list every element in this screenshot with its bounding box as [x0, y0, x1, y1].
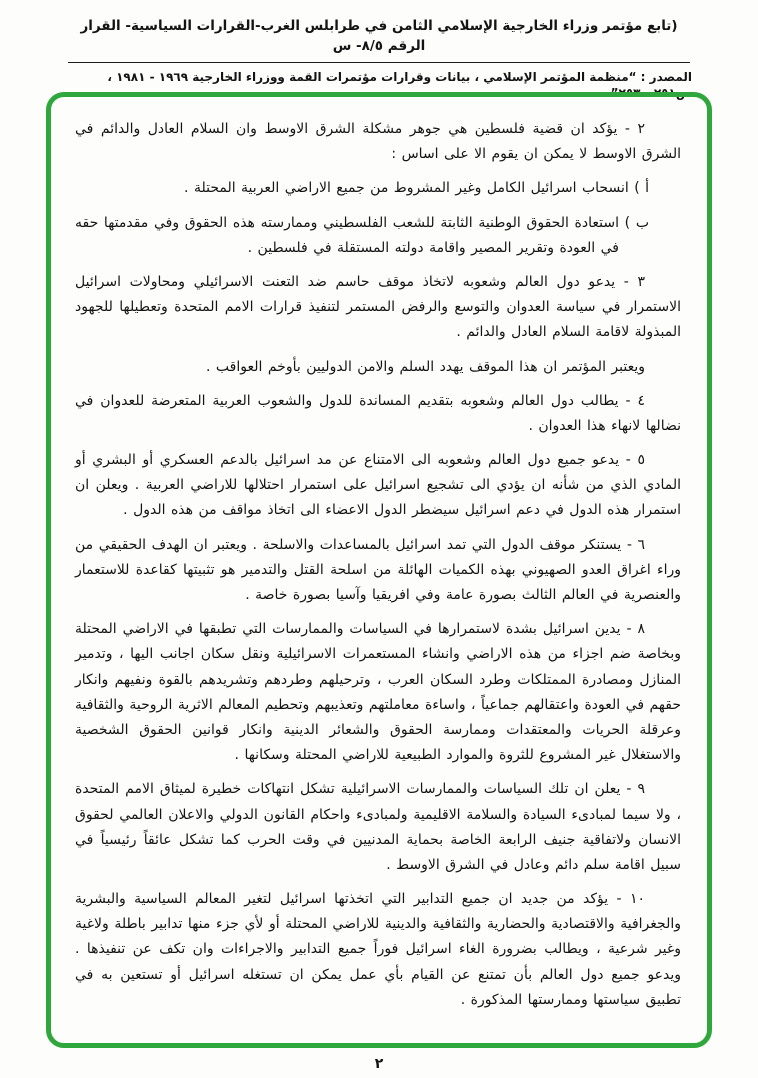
para-10: ١٠ - يؤكد من جديد ان جميع التدابير التي اتخذتها اسرائيل لتغير المعالم السياسية والبشرية والجغرافية والاقتصادية والحضارية والثقافية والدينية للاراضي المحتلة أو لأي جزء منها تدابير باطلة ولاغية وغير شرعية ، ويطالب بضرورة الغاء اسرائيل فوراً جميع التدابير والاجراءات وان تكف عن تنفيذها . ويدعو جميع دول العالم بأن تمتنع عن القيام بأي عمل يمكن ان تستغله اسرائيل أو تستعين به في تطبيق سياستها وممارستها المذكورة .: [75, 891, 681, 1008]
header-divider: [68, 62, 690, 63]
para-6: ٦ - يستنكر موقف الدول التي تمد اسرائيل بالمساعدات والاسلحة . ويعتبر ان الهدف الحقيقي من وراء اغراق العدو الصهيوني بهذه الكميات الهائلة من اسلحة القتل والتدمير هو تثبيتها كقاعدة للاستعمار والعنصرية في العالم الثالث بصورة عامة وفي افريقيا وآسيا بصورة خاصة .: [75, 536, 681, 603]
para-3-note: ويعتبر المؤتمر ان هذا الموقف يهدد السلم والامن الدوليين بأوخم العواقب .: [206, 358, 645, 375]
para-3: ٣ - يدعو دول العالم وشعوبه لاتخاذ موقف حاسم ضد التعنت الاسرائيلي ومحاولات اسرائيل الاستمرار في سياسة العدوان والتوسع والرفض المستمر لتنفيذ قرارات الامم المتحدة وتعطيلها للجهود المبذولة لاقامة السلام العادل والدائم .: [75, 273, 681, 341]
para-2-item-a: أ ) انسحاب اسرائيل الكامل وغير المشروط من جميع الاراضي العربية المحتلة .: [184, 180, 649, 197]
para-9: ٩ - يعلن ان تلك السياسات والممارسات الاسرائيلية تشكل انتهاكات خطيرة لميثاق الامم المتحدة ، ولا سيما لمبادىء السيادة والسلامة الاقليمية ولمبادىء واحكام القانون الدولي والاعلان العالمي لحقوق الانسان ولاتفاقية جنيف الرابعة الخاصة بحماية المدنيين في وقت الحرب كما تشكل عائقاً رئيسياً في سبيل اقامة سلم دائم وعادل في الشرق الاوسط .: [75, 781, 681, 873]
document-header: [0, 0, 758, 102]
content-frame: [46, 92, 712, 1048]
para-2-item-b: ب ) استعادة الحقوق الوطنية الثابتة للشعب الفلسطيني وممارسته هذه الحقوق وفي مقدمتها حقه في العودة وتقرير المصير واقامة دولته المستقلة في فلسطين .: [75, 214, 649, 256]
para-2: ٢ - يؤكد ان قضية فلسطين هي جوهر مشكلة الشرق الاوسط وان السلام العادل والدائم في الشرق الاوسط لا يمكن ان يقوم الا على اساس :: [75, 121, 681, 163]
page-number: ٢: [374, 1056, 384, 1072]
document-source: المصدر : “منظمة المؤتمر الإسلامي ، بيانات وقرارات مؤتمرات القمة ووزراء الخارجية ١٩٦٩ - ١٩٨١ ، ص٢٥١ - ٢٥٣”: [107, 69, 692, 101]
para-5: ٥ - يدعو جميع دول العالم وشعوبه الى الامتناع عن مد اسرائيل بالدعم العسكري أو البشري أو المادي الذي من شأنه ان يؤدي الى تشجيع اسرائيل على استمرار احتلالها للاراضي العربية . ويعلن ان استمرار هذه الدول في دعم اسرائيل سيضطر الدول الاعضاء الى اتخاذ مواقف من هذه الدول .: [75, 452, 681, 519]
para-4: ٤ - يطالب دول العالم وشعوبه بتقديم المساندة للدول والشعوب العربية المتعرضة للعدوان في نضالها لانهاء هذا العدوان .: [75, 392, 681, 434]
page-footer: [0, 1053, 758, 1072]
resolutions-text: [75, 117, 681, 1013]
para-8: ٨ - يدين اسرائيل بشدة لاستمرارها في السياسات والممارسات التي تطبقها في الاراضي المحتلة وبخاصة ضم اجزاء من هذه الاراضي وانشاء المستعمرات الاسرائيلية ونقل سكان اجانب اليها ، وتدمير المنازل ومصادرة الممتلكات وطرد السكان العرب ، وترحيلهم وطردهم وتشريدهم بالقوة ونفيهم وانكار حقهم في العودة واعتقالهم جماعياً ، واساءة معاملتهم وتعذيبهم وتحطيم المعالم الاثرية الروحية والثقافية وعرقلة الحريات والمعتقدات وممارسة الحقوق والشعائر الدينية وانكار قوانين الحقوق الشخصية والاستغلال غير المشروع للثروة والموارد الطبيعية للاراضي المحتلة وسكانها .: [75, 621, 681, 764]
document-title: (تابع مؤتمر وزراء الخارجية الإسلامي الثامن في طرابلس الغرب-القرارات السياسية- القرار الرقم ٨/٥- س: [80, 18, 678, 55]
